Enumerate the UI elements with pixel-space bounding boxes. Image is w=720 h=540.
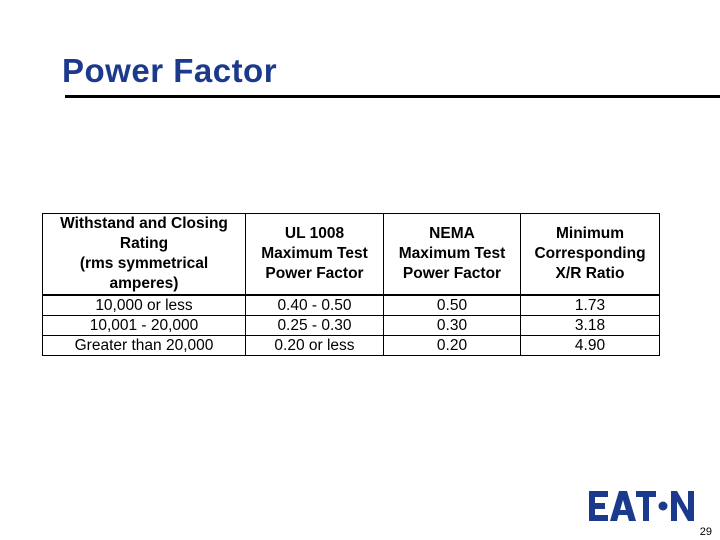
header-line: Maximum Test <box>398 245 506 262</box>
cell-ul1008: 0.20 or less <box>246 336 384 356</box>
cell-nema: 0.20 <box>384 336 521 356</box>
table-row <box>43 295 660 316</box>
header-line: Maximum Test <box>261 245 368 262</box>
header-line: Corresponding <box>534 245 646 262</box>
table-row <box>43 336 660 356</box>
header-xr-ratio <box>521 214 660 296</box>
header-line: amperes) <box>109 275 179 292</box>
power-factor-table <box>42 213 660 356</box>
cell-nema: 0.50 <box>384 295 521 316</box>
title-underline <box>65 95 720 98</box>
cell-rating: Greater than 20,000 <box>43 336 246 356</box>
header-ul1008 <box>246 214 384 296</box>
header-line: Power Factor <box>402 265 502 282</box>
header-nema <box>384 214 521 296</box>
header-withstand-rating <box>43 214 246 296</box>
header-line: NEMA <box>429 225 475 242</box>
header-line: (rms symmetrical <box>79 255 209 272</box>
table-header-row <box>43 214 660 296</box>
cell-xr-ratio: 1.73 <box>521 295 660 316</box>
header-line: UL 1008 <box>284 225 345 242</box>
header-line: X/R Ratio <box>555 265 625 282</box>
cell-rating: 10,001 - 20,000 <box>43 316 246 336</box>
header-line: Minimum <box>555 225 625 242</box>
slide-title: Power Factor <box>62 52 278 89</box>
page-number: 29 <box>699 526 712 538</box>
table-row <box>43 316 660 336</box>
header-line: Power Factor <box>265 265 364 282</box>
header-line: Rating <box>119 235 169 252</box>
cell-xr-ratio: 3.18 <box>521 316 660 336</box>
eaton-logo <box>589 491 695 521</box>
cell-ul1008: 0.40 - 0.50 <box>246 295 384 316</box>
cell-rating: 10,000 or less <box>43 295 246 316</box>
header-line: Withstand and Closing <box>60 215 228 232</box>
cell-nema: 0.30 <box>384 316 521 336</box>
cell-ul1008: 0.25 - 0.30 <box>246 316 384 336</box>
cell-xr-ratio: 4.90 <box>521 336 660 356</box>
